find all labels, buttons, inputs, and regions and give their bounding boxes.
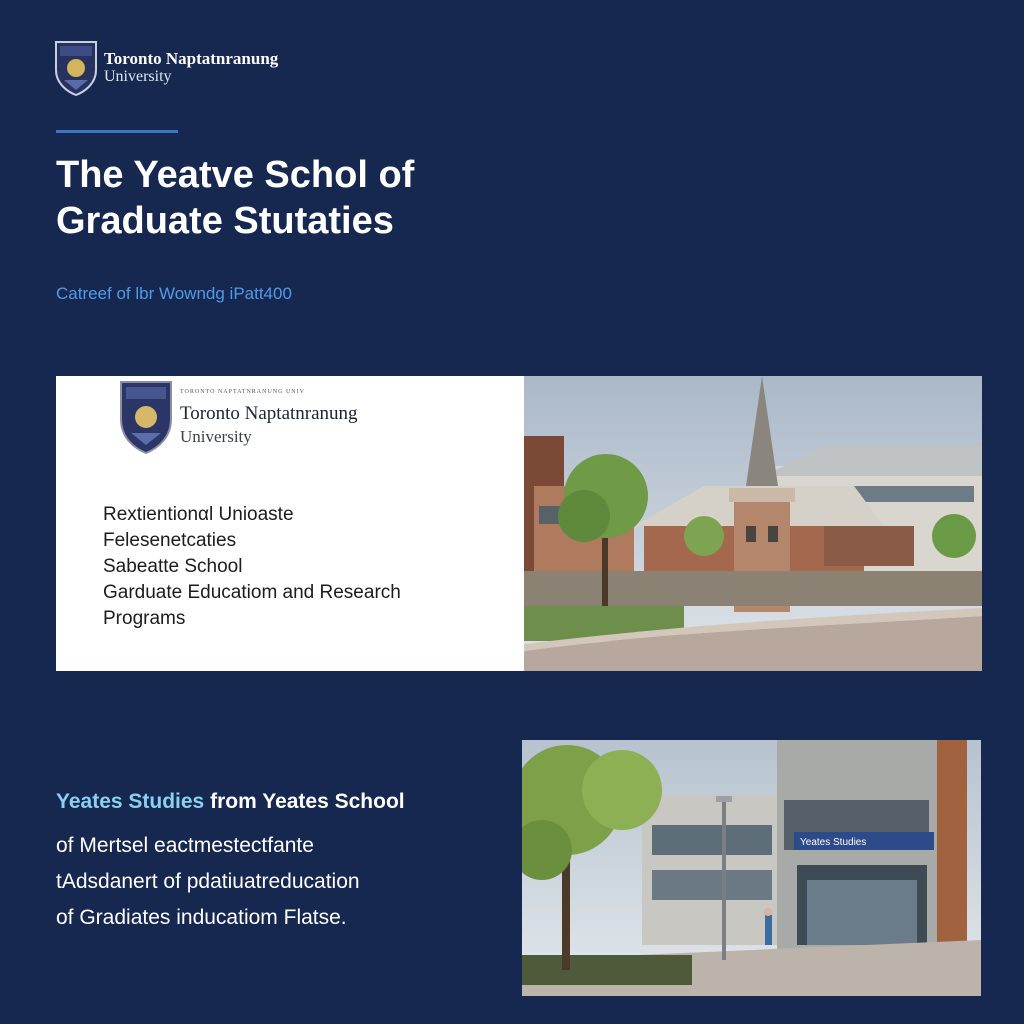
card-line: Felesenetcaties <box>103 530 237 551</box>
card-text <box>103 502 401 632</box>
card-logo <box>118 379 358 455</box>
university-crest-icon <box>54 40 98 96</box>
title-line-2: Graduate Stutaties <box>56 200 394 242</box>
card-line: Sabeatte School <box>103 556 243 577</box>
card-line: Garduate Educatiom and Research <box>103 582 401 603</box>
card-logo-name: Toronto Naptatnranung <box>180 403 358 424</box>
accent-divider <box>56 130 178 133</box>
page-title <box>56 152 616 244</box>
card-crest-icon <box>118 379 174 455</box>
card-logo-subname: University <box>180 427 252 446</box>
section-heading-part1: Yeates Studies <box>56 790 205 813</box>
section-heading-part2: from Yeates School <box>210 790 405 813</box>
card-line: Programs <box>103 608 186 629</box>
logo-name: Toronto Naptatnranung <box>104 49 279 68</box>
section-body-line: tAdsdanert of pdatiuatreducation <box>56 870 360 893</box>
building-sign-text: Yeates Studies <box>800 837 867 848</box>
section-body-line: of Mertsel eactmestectfante <box>56 834 314 857</box>
hero-subtitle-link[interactable]: Catreef of lbr Wowndg iPatt400 <box>56 284 292 303</box>
section-body <box>56 828 360 936</box>
section-body-line: of Gradiates inducatiom Flatse. <box>56 906 347 929</box>
card-line: Rextientionαl Unioaste <box>103 504 294 525</box>
university-logo[interactable] <box>54 40 278 96</box>
campus-building-with-spire-photo <box>524 376 982 671</box>
card-tiny-caption: TORONTO NAPTATNRANUNG UNIV <box>180 389 305 395</box>
title-line-1: The Yeatve Schol of <box>56 154 415 196</box>
info-card <box>56 376 524 671</box>
logo-subname: University <box>104 68 172 85</box>
modern-campus-building-photo <box>522 740 981 996</box>
section-heading <box>56 790 405 814</box>
